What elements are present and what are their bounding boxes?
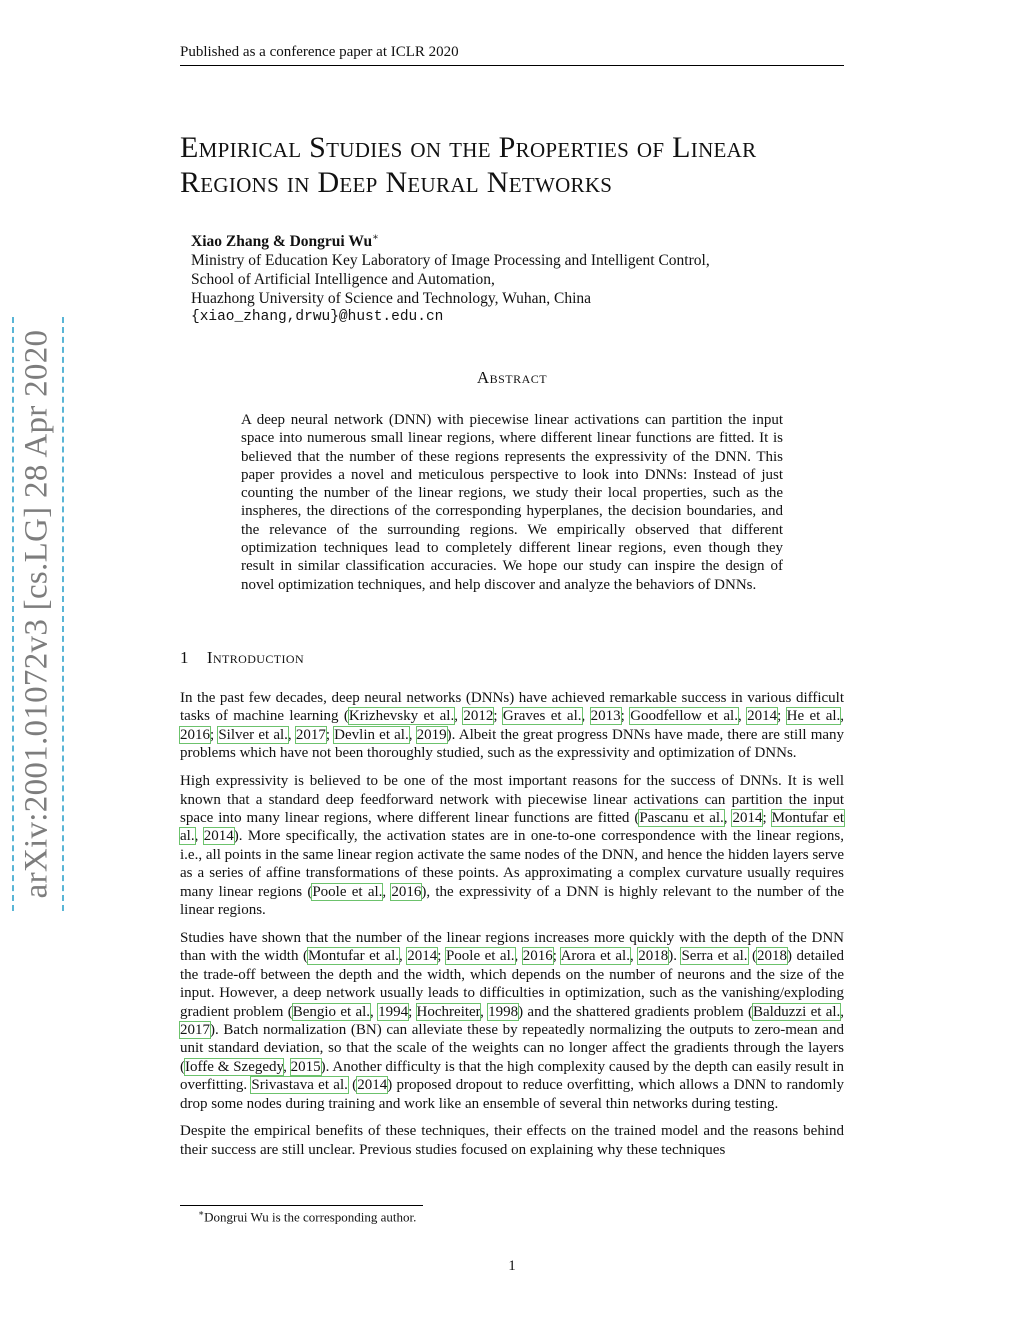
citation-link[interactable]: 2013 [590, 708, 621, 725]
arxiv-stamp-border-right [62, 317, 64, 911]
text-run: ; [620, 708, 631, 725]
text-run: ; [325, 726, 335, 743]
text-run: , [581, 708, 591, 725]
text-run: ). Albeit the great progress DNNs have made, there are still many problems which have not been thoroughly studied, such as the expressivity and optimization of DNNs. [180, 726, 845, 762]
citation-link[interactable]: Silver et al. [218, 726, 288, 743]
citation-link[interactable]: Srivastava et al. [251, 1077, 348, 1094]
text-run: , [399, 948, 408, 965]
author-names-text: Xiao Zhang & Dongrui Wu [191, 233, 373, 251]
abstract-text: A deep neural network (DNN) with piecewise linear activations can partition the input space into numerous small linear regions, where different linear functions are fitted. It is believed that the number of these regions represents the expressivity of the DNN. This paper provides a novel and meticulous perspective to look into DNNs: Instead of just counting the number of the linear regions, we study their local properties, such as the inspheres, the directions of the corresponding hyperplanes, the decision boundaries, and the relevance of the surrounding regions. We empirically observed that different optimization techniques lead to completely different linear regions, even though they result in similar classification accuracies. We hope our study can inspire the design of novel optimization techniques, and help discover and analyze the behaviors of DNNs. [241, 412, 783, 593]
citation-link[interactable]: Montufar et al. [307, 948, 400, 965]
header-rule [180, 65, 844, 66]
footnote-rule [180, 1205, 423, 1206]
citation-link[interactable]: Montufar et al. [180, 809, 844, 845]
text-run: , [480, 1003, 489, 1020]
citation-link[interactable]: 2016 [391, 883, 422, 900]
citation-link[interactable]: Serra et al. [681, 948, 748, 965]
footnote-mark: ∗ [198, 1208, 205, 1218]
citation-link[interactable]: Poole et al. [312, 883, 383, 900]
text-run: , [723, 809, 733, 826]
running-header: Published as a conference paper at ICLR 2020 [180, 44, 459, 60]
citation-link[interactable]: Graves et al. [502, 708, 582, 725]
citation-link[interactable]: 1998 [488, 1003, 519, 1020]
text-run: Despite the empirical benefits of these techniques, their effects on the trained model and the reasons behind their success are still unclear. Previous studies focused on explaining why these techniques [180, 1123, 844, 1158]
arxiv-stamp-border-left [12, 317, 14, 911]
paragraph-4 [180, 1122, 844, 1159]
text-run: Studies have shown that the number of the linear regions increases more quickly with the depth of the DNN than with the width ( [180, 929, 844, 965]
citation-link[interactable]: 2012 [463, 708, 494, 725]
citation-link[interactable]: 2014 [203, 828, 234, 845]
citation-link[interactable]: 2015 [290, 1058, 321, 1075]
title-line-1: Empirical Studies on the Properties of Linear [180, 131, 757, 164]
citation-link[interactable]: Goodfellow et al. [630, 708, 738, 725]
citation-link[interactable]: 2017 [180, 1021, 210, 1038]
text-run: ; [762, 809, 772, 826]
author-email: {xiao_zhang,drwu}@hust.edu.cn [191, 309, 444, 326]
text-run: , [737, 708, 748, 725]
citation-link[interactable]: 2018 [638, 948, 669, 965]
citation-link[interactable]: Ioffe & Szegedy [185, 1058, 284, 1075]
text-run: , [287, 726, 296, 743]
text-run: , [408, 726, 417, 743]
author-names [191, 228, 831, 251]
text-run: ; [552, 948, 561, 965]
citation-link[interactable]: Hochreiter [416, 1003, 481, 1020]
paragraph-2 [180, 772, 844, 919]
footnote-text: Dongrui Wu is the corresponding author. [204, 1209, 417, 1225]
text-run: ; [437, 948, 446, 965]
citation-link[interactable]: He et al. [786, 708, 841, 725]
text-run: , [454, 708, 464, 725]
section-number: 1 [180, 648, 189, 667]
arxiv-stamp: arXiv:2001.01072v3 [cs.LG] 28 Apr 2020 [18, 329, 55, 899]
citation-link[interactable]: Pascanu et al. [639, 809, 724, 826]
citation-link[interactable]: 2018 [757, 948, 788, 965]
citation-link[interactable]: Poole et al. [445, 948, 515, 965]
affiliation-line-1: Ministry of Education Key Laboratory of Image Processing and Intelligent Control, [191, 252, 710, 270]
text-run: , [514, 948, 523, 965]
page-number: 1 [508, 1258, 516, 1274]
citation-link[interactable]: 2019 [416, 726, 447, 743]
text-run: In the past few decades, deep neural networks (DNNs) have achieved remarkable success in various difficult tasks of machine learning ( [180, 690, 844, 725]
footnote [198, 1208, 416, 1225]
citation-link[interactable]: Arora et al. [560, 948, 630, 965]
citation-link[interactable]: 1994 [378, 1003, 409, 1020]
section-heading [180, 648, 304, 668]
text-run: ). Batch normalization (BN) can alleviate these by repeatedly normalizing the outputs to zero-mean and unit standard deviation, so that the scale of the weights can no longer affect the gradients through the layers ( [180, 1021, 844, 1075]
section-title: Introduction [206, 648, 305, 667]
text-run: , [629, 948, 639, 965]
text-run: , [370, 1003, 379, 1020]
citation-link[interactable]: 2014 [747, 708, 778, 725]
text-run: ) proposed dropout to reduce overfitting, which allows a DNN to randomly drop some nodes during training and work like an ensemble of several thin networks during testing. [180, 1077, 845, 1112]
text-run: ; [493, 708, 503, 725]
citation-link[interactable]: 2016 [522, 948, 553, 965]
text-run: , [840, 708, 845, 725]
text-run: ; [408, 1003, 417, 1020]
text-run: ). Another difficulty is that the high complexity caused by the depth can easily result in overfitting. [180, 1058, 845, 1094]
text-run: ; [777, 708, 787, 725]
citation-link[interactable]: 2014 [407, 948, 438, 965]
text-run: ( [747, 948, 758, 965]
text-run: ; [210, 726, 219, 743]
citation-link[interactable]: 2014 [732, 809, 763, 826]
body-text [180, 689, 844, 1169]
text-run: High expressivity is believed to be one of the most important reasons for the success of DNNs. It is well known that a standard deep feedforward network with piecewise linear activations can partition the input space into many linear regions, where different linear functions are fitted ( [180, 773, 844, 826]
citation-link[interactable]: Krizhevsky et al. [348, 708, 455, 725]
text-run: , [840, 1003, 845, 1020]
title-line-2: Regions in Deep Neural Networks [180, 166, 613, 199]
citation-link[interactable]: 2016 [180, 726, 210, 743]
abstract-heading: Abstract [476, 368, 548, 387]
paragraph-3 [180, 929, 844, 1113]
text-run: , [194, 828, 204, 845]
text-run: ) detailed the trade-off between the depth and the width, which depends on the number of neurons and the size of the input. However, a deep network usually leads to difficulties in optimization, such as the vanishing/exploding gradient problem ( [180, 948, 844, 1020]
text-run: ) and the shattered gradients problem ( [518, 1003, 753, 1020]
text-run: ( [347, 1077, 358, 1094]
affiliation-line-3: Huazhong University of Science and Technology, Wuhan, China [191, 290, 592, 308]
affiliation-line-2: School of Artificial Intelligence and Automation, [191, 271, 495, 289]
paper-title [180, 130, 860, 200]
citation-link[interactable]: 2014 [357, 1077, 388, 1094]
author-block [191, 228, 831, 327]
text-run: , [283, 1058, 291, 1075]
citation-link[interactable]: Balduzzi et al. [752, 1003, 841, 1020]
text-run: , [382, 883, 392, 900]
text-run: ), the expressivity of a DNN is highly relevant to the number of the linear regions. [180, 883, 844, 918]
text-run: ). [668, 948, 682, 965]
paragraph-1 [180, 689, 844, 763]
citation-link[interactable]: Bengio et al. [292, 1003, 371, 1020]
citation-link[interactable]: 2017 [295, 726, 326, 743]
author-mark: ∗ [372, 232, 379, 243]
text-run: ). More specifically, the activation states are in one-to-one correspondence with the linear regions, i.e., all points in the same linear region activate the same nodes of the DNN, and hence the hidden layers serve as a series of affine transformations of these points. As approximating a complex curvature usually requires many linear regions ( [180, 828, 844, 900]
citation-link[interactable]: Devlin et al. [334, 726, 409, 743]
